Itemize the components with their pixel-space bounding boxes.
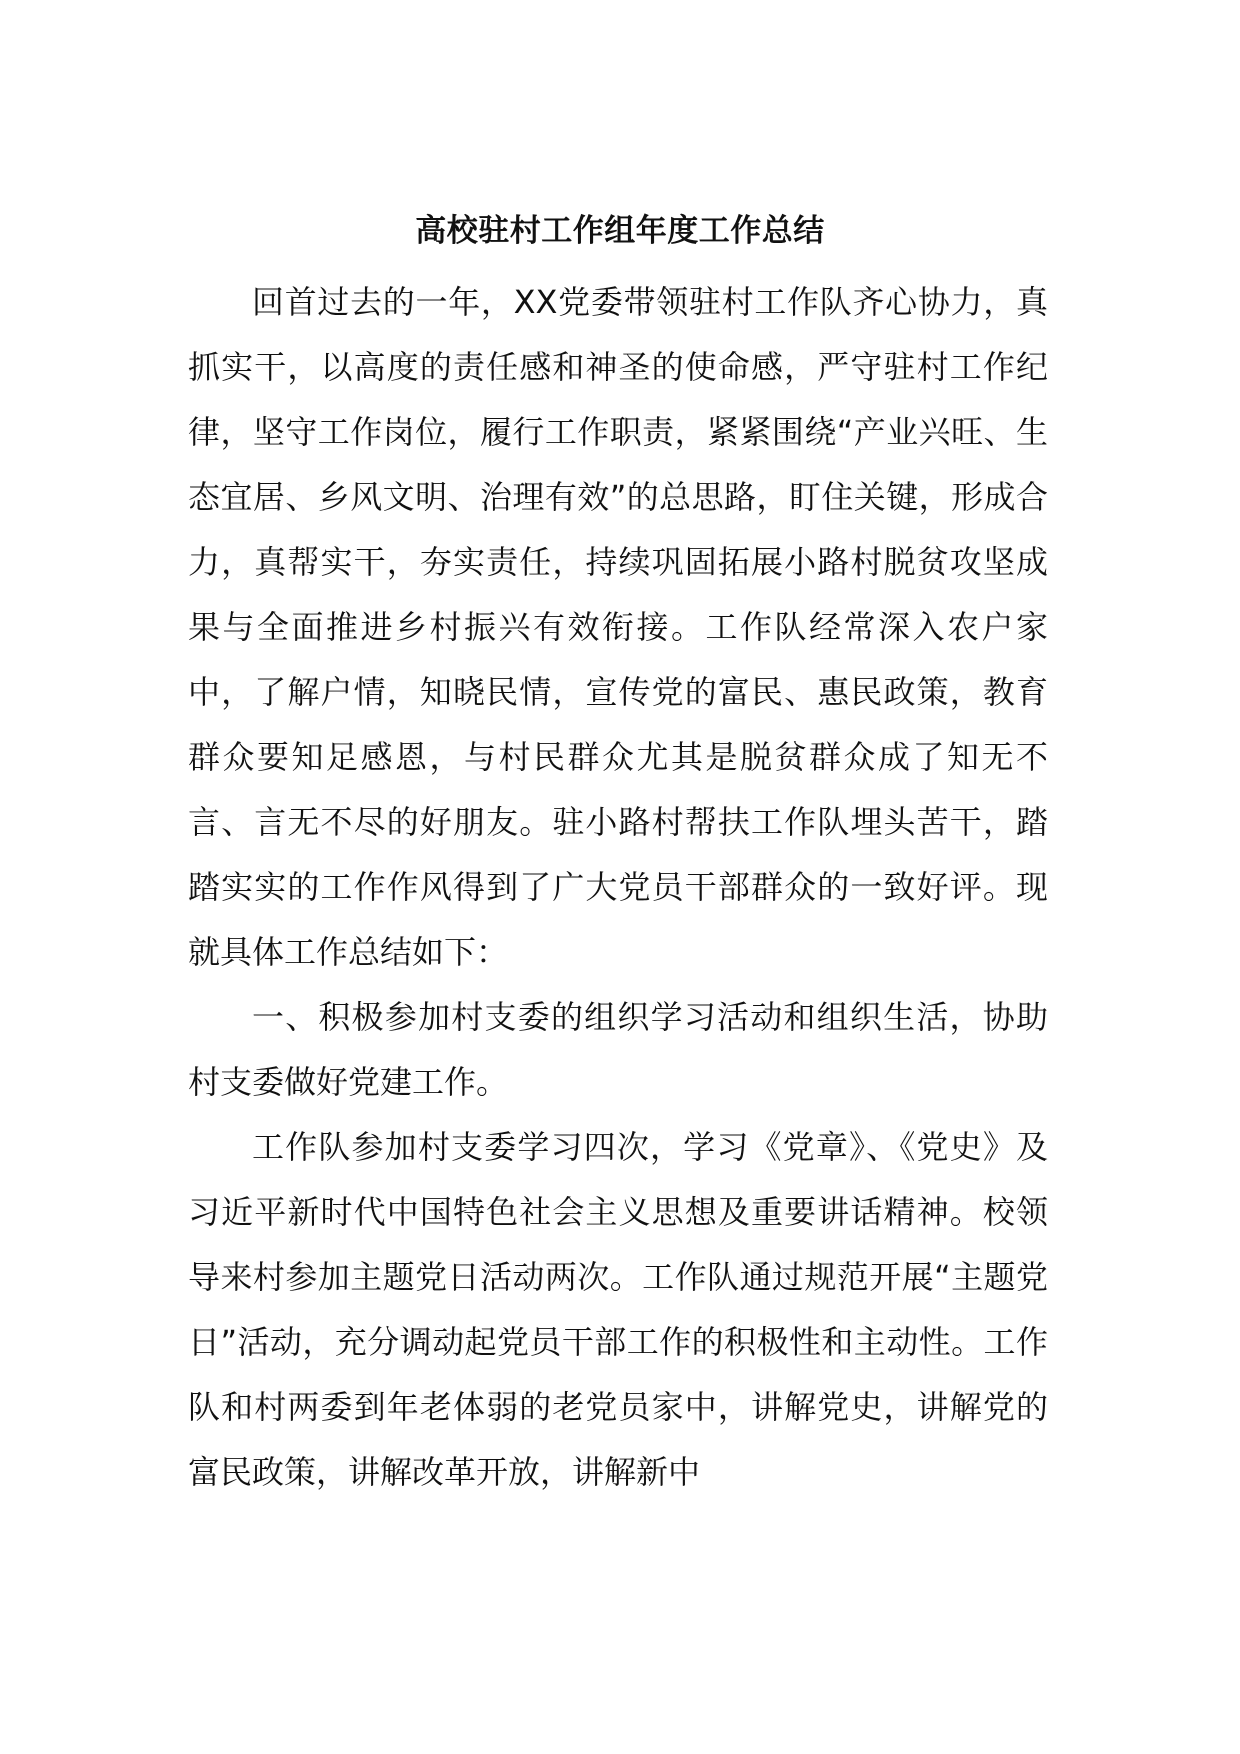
section-heading-1: 一、积极参加村支委的组织学习活动和组织生活，协助村支委做好党建工作。 [188,998,1048,1101]
document-body [188,270,1048,1505]
document-title: 高校驻村工作组年度工作总结 [415,213,825,249]
intro-paragraph: 回首过去的一年，XX党委带领驻村工作队齐心协力，真抓实干，以高度的责任感和神圣的使命感，严守驻村工作纪律，坚守工作岗位，履行工作职责，紧紧围绕“产业兴旺、生态宜居、乡风文明、治理有效”的总思路，盯住关键，形成合力，真帮实干，夯实责任，持续巩固拓展小路村脱贫攻坚成果与全面推进乡村振兴有效衔接。工作队经常深入农户家中，了解户情，知晓民情，宣传党的富民、惠民政策，教育群众要知足感恩，与村民群众尤其是脱贫群众成了知无不言、言无不尽的好朋友。驻小路村帮扶工作队埋头苦干，踏踏实实的工作作风得到了广大党员干部群众的一致好评。现就具体工作总结如下： [188,283,1048,971]
section-1-paragraph: 工作队参加村支委学习四次，学习《党章》、《党史》及习近平新时代中国特色社会主义思想及重要讲话精神。校领导来村参加主题党日活动两次。工作队通过规范开展“主题党日”活动，充分调动起党员干部工作的积极性和主动性。工作队和村两委到年老体弱的老党员家中，讲解党史，讲解党的富民政策，讲解改革开放，讲解新中 [188,1128,1048,1491]
